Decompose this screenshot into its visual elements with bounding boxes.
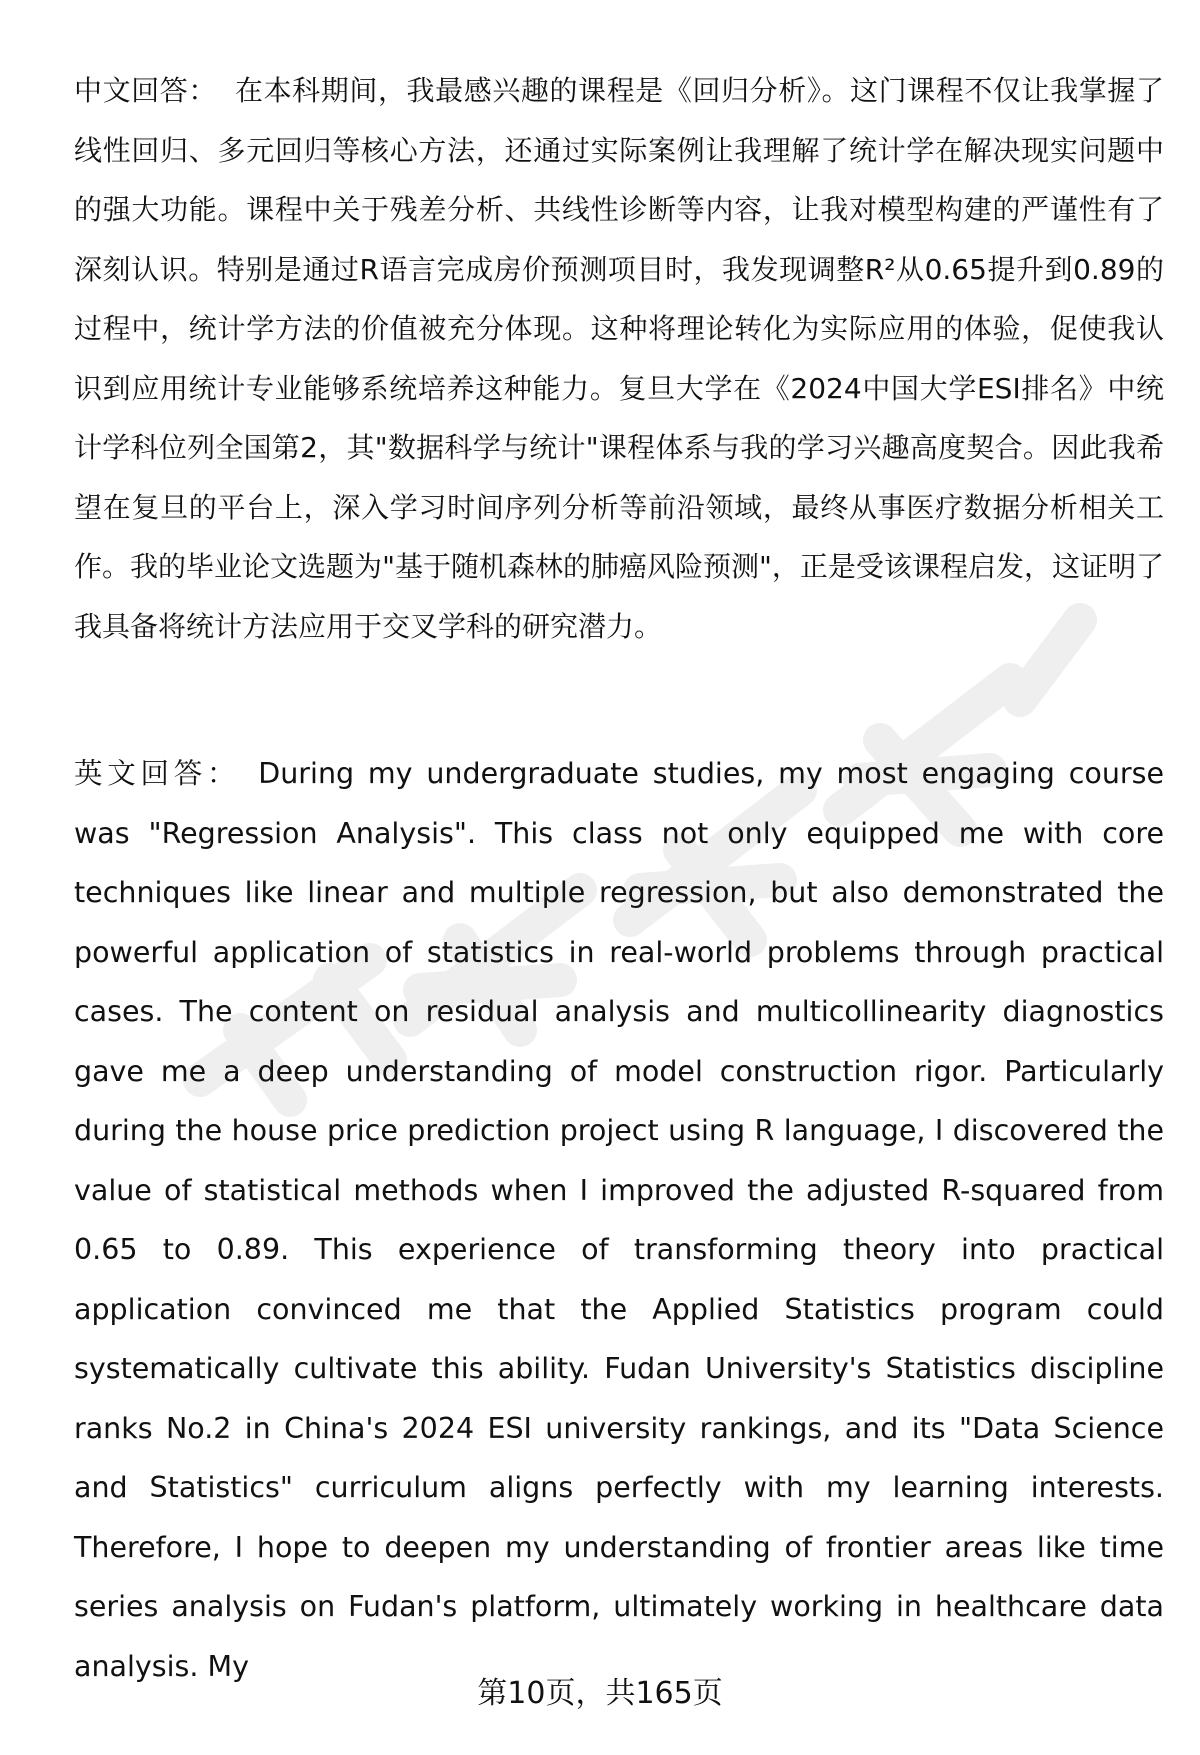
english-answer-text: During my undergraduate studies, my most engaging course was "Regression Analysis". This class not only equipped me with core techniques like linear and multiple regression, but also demonstrated the powerful application of statistics in real-world problems through practical cases. The content on residual analysis and multicollinearity diagnostics gave me a deep understanding of model construction rigor. Particularly during the house price prediction project using R language, I discovered the value of statistical methods when I improved the adjusted R-squared from 0.65 to 0.89. This experience of transforming theory into practical application convinced me that the Applied Statistics program could systematically cultivate this ability. Fudan University's Statistics discipline ranks No.2 in China's 2024 ESI university rankings, and its "Data Science and Statistics" curriculum aligns perfectly with my learning interests. Therefore, I hope to deepen my understanding of frontier areas like time series analysis on Fudan's platform, ultimately working in healthcare data analysis. My	[74, 757, 1164, 1683]
chinese-answer-text: 在本科期间，我最感兴趣的课程是《回归分析》。这门课程不仅让我掌握了线性回归、多元回归等核心方法，还通过实际案例让我理解了统计学在解决现实问题中的强大功能。课程中关于残差分析、共线性诊断等内容，让我对模型构建的严谨性有了深刻认识。特别是通过R语言完成房价预测项目时，我发现调整R²从0.65提升到0.89的过程中，统计学方法的价值被充分体现。这种将理论转化为实际应用的体验，促使我认识到应用统计专业能够系统培养这种能力。复旦大学在《2024中国大学ESI排名》中统计学科位列全国第2，其"数据科学与统计"课程体系与我的学习兴趣高度契合。因此我希望在复旦的平台上，深入学习时间序列分析等前沿领域，最终从事医疗数据分析相关工作。我的毕业论文选题为"基于随机森林的肺癌风险预测"，正是受该课程启发，这证明了我具备将统计方法应用于交叉学科的研究潜力。	[74, 74, 1164, 643]
chinese-answer-label: 中文回答：	[74, 74, 217, 107]
english-answer-label: 英文回答：	[74, 757, 241, 790]
chinese-answer	[74, 61, 1164, 656]
english-answer	[74, 744, 1164, 1696]
page-number-footer: 第10页，共165页	[477, 1676, 723, 1711]
